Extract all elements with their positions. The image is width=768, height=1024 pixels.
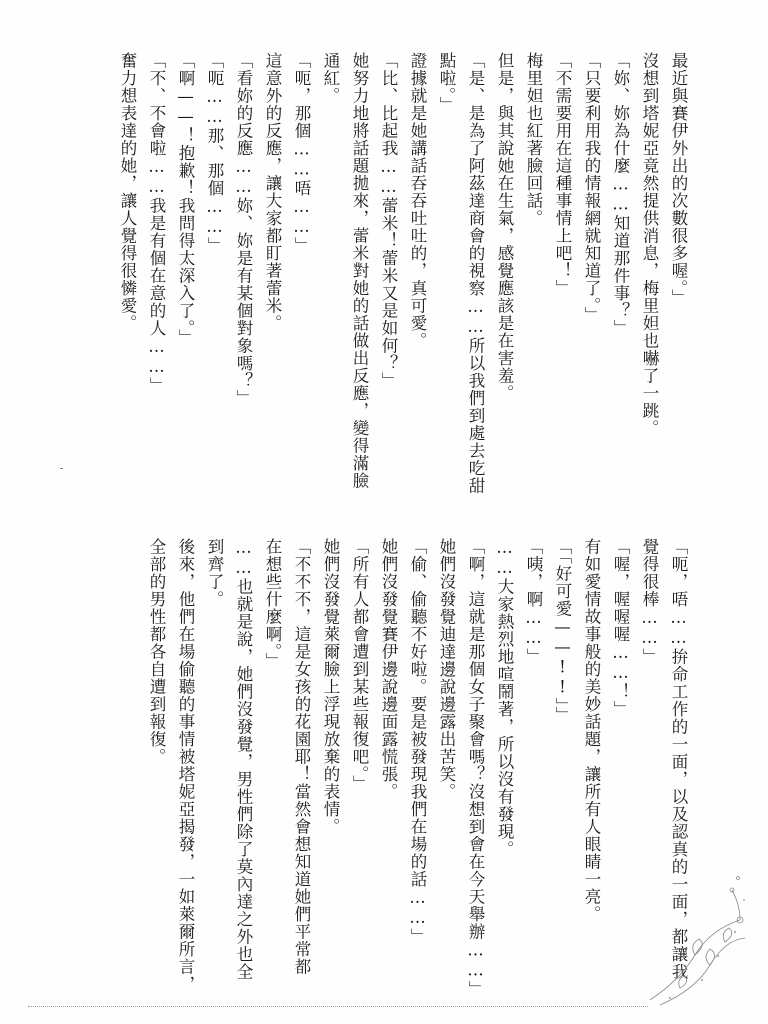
text-line: 奮力想表達的她，讓人覺得很憐愛。	[118, 52, 137, 332]
text-line: 「呃，唔……拚命工作的一面，以及認真的一面，都讓我	[669, 538, 688, 981]
text-line: 「啊，這就是那個女子聚會嗎？沒想到會在今天舉辦……」	[466, 538, 485, 998]
text-line: 「不、不會啦……我是有個在意的人……」	[147, 52, 166, 395]
text-line: 她們沒發覺迪達邊說邊露出苦笑。	[437, 538, 456, 801]
text-line: 後來，他們在場偷聽的事情被塔妮亞揭發，一如萊爾所言，	[176, 538, 195, 993]
text-line: 「不需要用在這種事情上吧！」	[553, 52, 572, 297]
text-line: 全部的男性都各自遭到報復。	[147, 538, 166, 766]
text-line: 「不不不，這是女孩的花園耶！當然會想知道她們平常都	[292, 538, 311, 976]
text-line: 她努力地將話題拋來，蕾米對她的話做出反應，變得滿臉	[350, 52, 369, 490]
text-line: 「「好可愛——!!」」	[553, 538, 572, 724]
text-line: 但是，與其說她在生氣，感覺應該是在害羞。	[495, 52, 514, 402]
text-line: 通紅。	[321, 52, 340, 105]
text-line: 「偷、偷聽不好啦。要是被發現我們在場的話……」	[408, 538, 427, 946]
text-line: ……也就是說，她們沒發覺，男性們除了莫內達之外也全	[234, 538, 253, 981]
text-line: 這意外的反應，讓大家都盯著蕾米。	[263, 52, 282, 332]
text-line: 覺得很棒……」	[640, 538, 659, 666]
lower-text-block	[142, 538, 693, 1008]
corner-ornament-icon	[640, 860, 750, 1010]
text-line: 她們沒發覺萊爾臉上浮現放棄的表情。	[321, 538, 340, 836]
text-line: 梅里妲也紅著臉回話。	[524, 52, 543, 227]
text-line: 點啦。」	[437, 52, 456, 114]
text-line: 在想些什麼啊。」	[263, 538, 282, 670]
text-line: ……大家熱烈地喧鬧著，所以沒有發現。	[495, 538, 514, 858]
text-line: 她們沒發覺賽伊邊說邊面露慌張。	[379, 538, 398, 801]
text-line: 「啊——！抱歉！我問得太深入了。」	[176, 52, 195, 347]
scan-speck	[60, 468, 63, 469]
text-line: 「所有人都會遭到某些報復吧。」	[350, 538, 369, 793]
text-line: 「呃……那、那個……」	[205, 52, 224, 255]
text-line: 「是、是為了阿茲達商會的視察……所以我們到處去吃甜	[466, 52, 485, 495]
text-line: 到齊了。	[205, 538, 224, 608]
text-line: 「看妳的反應……妳、妳是有某個對象嗎？」	[234, 52, 253, 407]
text-line: 「只要利用我的情報網就知道了。」	[582, 52, 601, 324]
text-line: 「呃，那個……唔……」	[292, 52, 311, 255]
upper-text-block	[113, 52, 693, 522]
text-line: 「妳、妳為什麼……知道那件事？」	[611, 52, 630, 337]
text-line: 最近與賽伊外出的次數很多喔。」	[669, 52, 688, 307]
text-line: 「喔，喔喔喔……！」	[611, 538, 630, 718]
text-line: 沒想到塔妮亞竟然提供消息，梅里妲也嚇了一跳。	[640, 52, 659, 437]
bottom-dotted-rule	[28, 1006, 648, 1008]
text-line: 「比、比起我……蕾米！蕾米又是如何？」	[379, 52, 398, 390]
text-line: 證據就是她講話吞吞吐吐的，真可愛。	[408, 52, 427, 350]
text-line: 有如愛情故事般的美妙話題，讓所有人眼睛一亮。	[582, 538, 601, 923]
text-line: 「咦，啊……」	[524, 538, 543, 666]
